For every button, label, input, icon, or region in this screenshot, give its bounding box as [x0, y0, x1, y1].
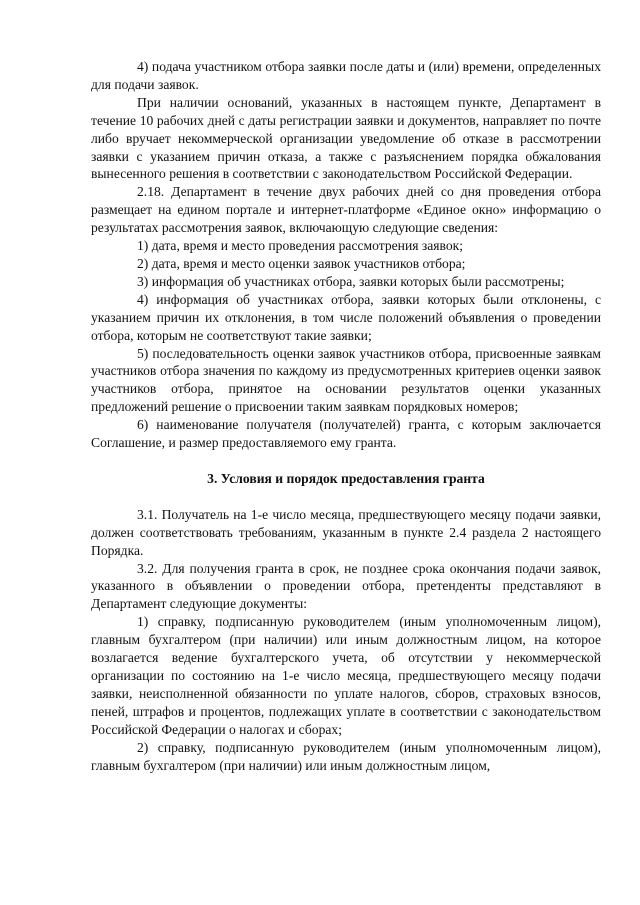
section-heading: 3. Условия и порядок предоставления гранта	[207, 470, 485, 486]
list-item-4: 4) информация об участниках отбора, заявки которых были отклонены, с указанием причин их отклонения, в том числе положений объявления о проведении отбора, которым не соответствуют такие заявки;	[91, 291, 601, 343]
list-item-5: 5) последовательность оценки заявок участников отбора, присвоенные заявкам участников отбора значения по каждому из предусмотренных критериев оценки заявок участников отбора, принятое на основании результатов оценки указанных предложений решение о присвоении таким заявкам порядковых номеров;	[91, 345, 601, 415]
document-item-2: 2) справку, подписанную руководителем (иным уполномоченным лицом), главным бухгалтером (при наличии) или иным должностным лицом,	[91, 739, 601, 773]
list-item-6: 6) наименование получателя (получателей) гранта, с которым заключается Соглашение, и размер предоставляемого ему гранта.	[91, 417, 601, 451]
paragraph-3-1: 3.1. Получатель на 1-е число месяца, предшествующего месяцу подачи заявки, должен соответствовать требованиям, указанным в пункте 2.4 раздела 2 настоящего Порядка.	[91, 506, 601, 558]
list-item-2: 2) дата, время и место оценки заявок участников отбора;	[137, 255, 466, 271]
document-item-1: 1) справку, подписанную руководителем (иным уполномоченным лицом), главным бухгалтером (при наличии) или иным должностным лицом, на которое возлагается ведение бухгалтерского учета, об отсутствии у некоммерческой организации по состоянию на 1-е число месяца, предшествующего месяцу подачи заявки, неисполненной обязанности по уплате налогов, сборов, страховых взносов, пеней, штрафов и процентов, подлежащих уплате в соответствии с законодательством Российской Федерации о налогах и сборах;	[91, 614, 601, 737]
paragraph-refusal-notice: При наличии оснований, указанных в настоящем пункте, Департамент в течение 10 рабочих дней с даты регистрации заявки и документов, направляет по почте либо вручает некоммерческой организации уведомление об отказе в рассмотрении заявки с указанием причин отказа, а также с разъяснением порядка обжалования вынесенного решения в соответствии с законодательством Российской Федерации.	[91, 94, 601, 182]
list-item-3: 3) информация об участниках отбора, заявки которых были рассмотрены;	[137, 273, 565, 289]
list-item-1: 1) дата, время и место проведения рассмотрения заявок;	[137, 238, 464, 254]
paragraph-3-2: 3.2. Для получения гранта в срок, не позднее срока окончания подачи заявок, указанного в объявлении о проведении отбора, претенденты представляют в Департамент следующие документы:	[91, 560, 601, 612]
paragraph-item4-late-submission: 4) подача участником отбора заявки после даты и (или) времени, определенных для подачи заявок.	[91, 59, 601, 92]
document-page	[91, 58, 601, 774]
paragraph-2-18: 2.18. Департамент в течение двух рабочих дней со дня проведения отбора размещает на едином портале и интернет-платформе «Единое окно» информацию о результатах рассмотрения заявок, включающую следующие сведения:	[91, 184, 601, 236]
